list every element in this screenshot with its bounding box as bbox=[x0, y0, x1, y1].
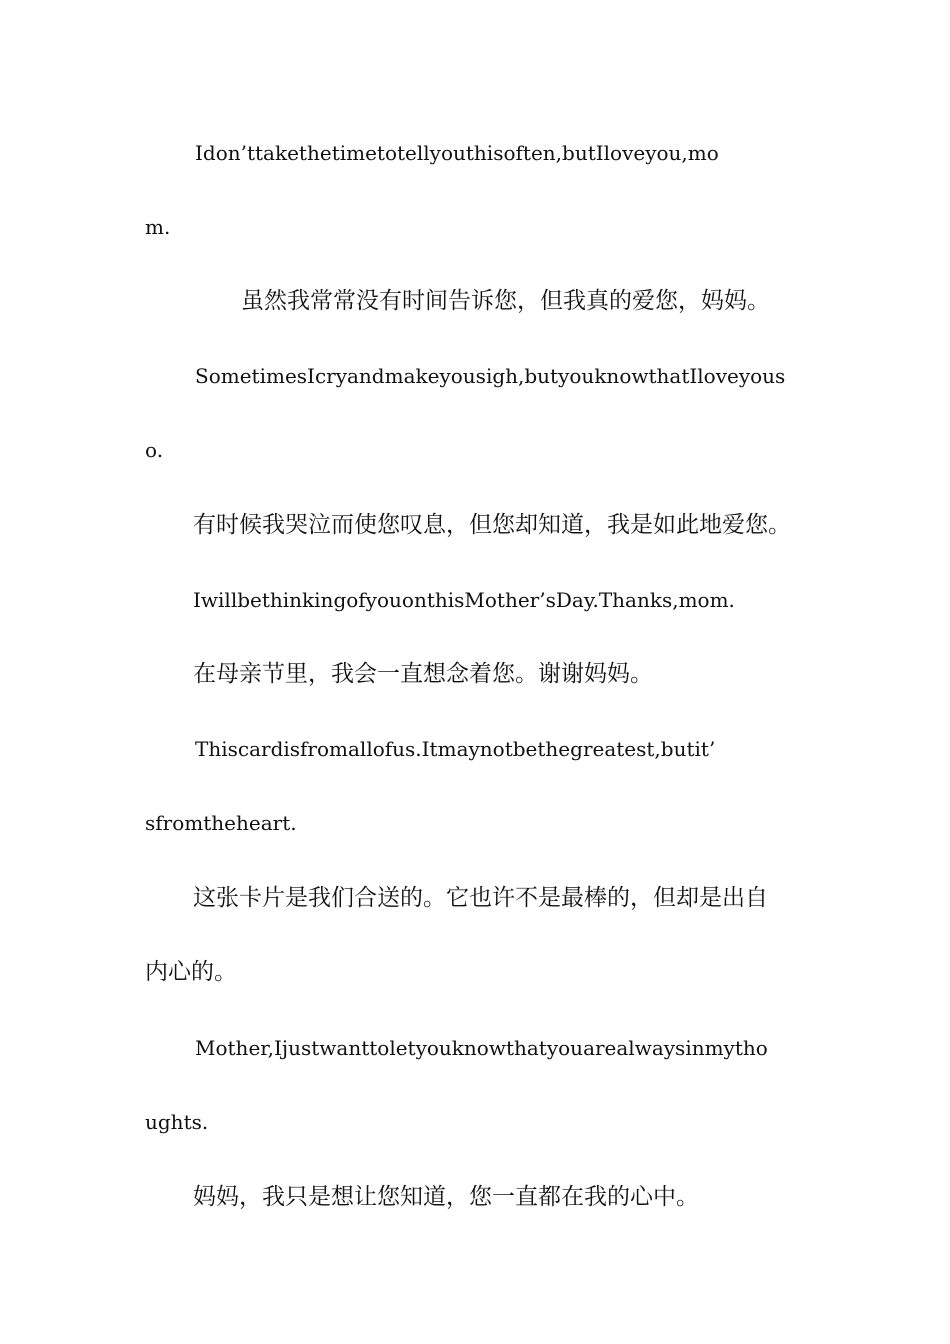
paragraph-line-14: ughts. bbox=[145, 1110, 209, 1134]
paragraph-line-7: IwillbethinkingofyouonthisMother’sDay.Thanks,mom. bbox=[193, 588, 735, 612]
paragraph-line-1: Idon’ttakethetimetotellyouthisoften,butIloveyou,mo bbox=[195, 141, 719, 165]
paragraph-line-8: 在母亲节里，我会一直想念着您。谢谢妈妈。 bbox=[193, 661, 653, 687]
paragraph-line-12: 内心的。 bbox=[145, 959, 237, 985]
paragraph-line-3: 虽然我常常没有时间告诉您，但我真的爱您，妈妈。 bbox=[241, 288, 770, 314]
paragraph-line-13: Mother,Ijustwanttoletyouknowthatyouarealwaysinmytho bbox=[195, 1036, 768, 1060]
paragraph-line-6: 有时候我哭泣而使您叹息，但您却知道，我是如此地爱您。 bbox=[193, 512, 791, 538]
paragraph-line-5: o. bbox=[145, 438, 164, 462]
paragraph-line-9: Thiscardisfromallofus.Itmaynotbethegreatest,butit’ bbox=[195, 737, 716, 761]
paragraph-line-4: SometimesIcryandmakeyousigh,butyouknowthatIloveyous bbox=[195, 364, 786, 388]
paragraph-line-10: sfromtheheart. bbox=[145, 811, 297, 835]
paragraph-line-15: 妈妈，我只是想让您知道，您一直都在我的心中。 bbox=[193, 1184, 699, 1210]
paragraph-line-2: m. bbox=[145, 215, 171, 239]
paragraph-line-11: 这张卡片是我们合送的。它也许不是最棒的，但却是出自 bbox=[193, 885, 768, 911]
